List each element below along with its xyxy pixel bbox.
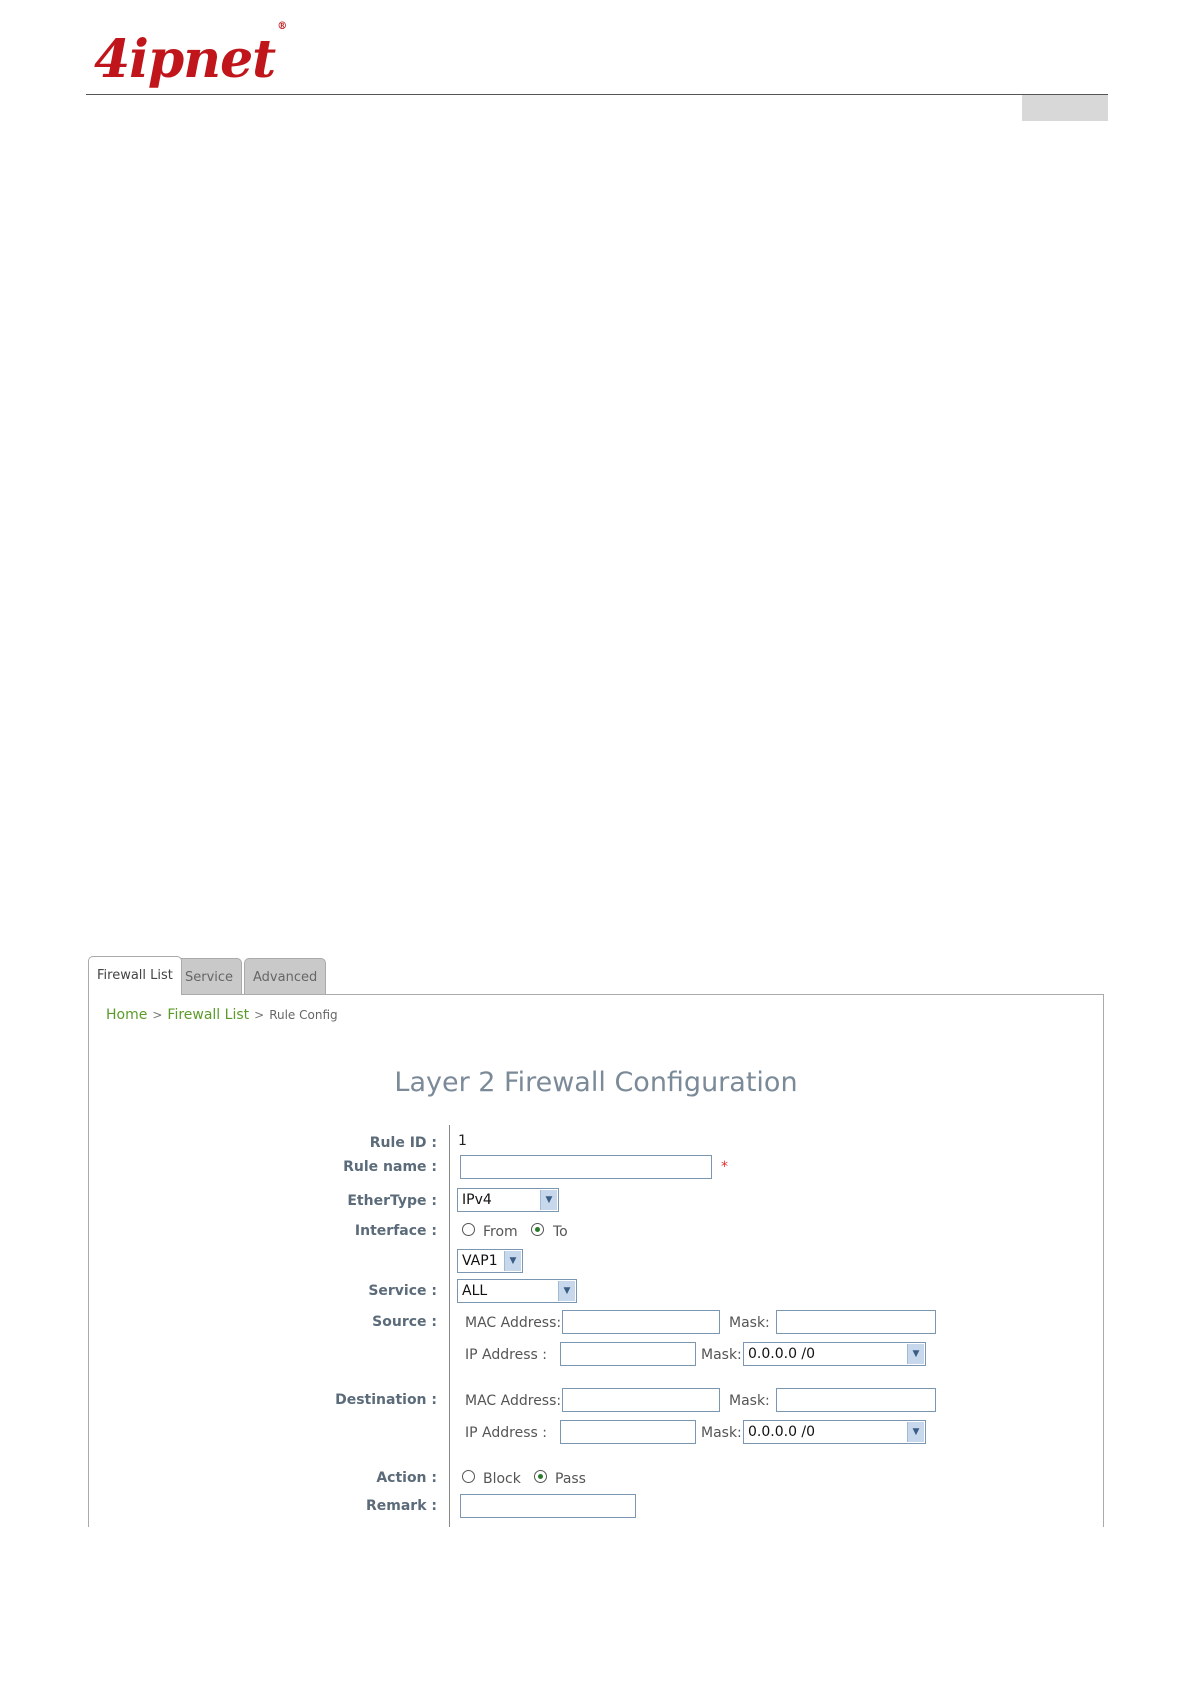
- rule-id-label: Rule ID :: [369, 1135, 437, 1151]
- logo: [94, 20, 287, 90]
- destination-mac-label: MAC Address:: [465, 1393, 562, 1409]
- source-mac-mask-label: Mask:: [729, 1315, 770, 1331]
- page-title: Layer 2 Firewall Configuration: [394, 1067, 798, 1098]
- tab-label: Service: [185, 970, 234, 985]
- rule-name-label: Rule name :: [343, 1159, 437, 1175]
- chevron-down-icon[interactable]: ▼: [504, 1251, 521, 1271]
- breadcrumb-firewall-list-link[interactable]: Firewall List: [167, 1007, 250, 1023]
- chevron-down-icon[interactable]: ▼: [558, 1281, 575, 1301]
- interface-to-label: To: [553, 1224, 568, 1240]
- vap-selected: VAP1: [462, 1253, 498, 1269]
- tab-label: Firewall List: [97, 968, 173, 983]
- source-mac-input[interactable]: [562, 1310, 720, 1334]
- chevron-down-icon[interactable]: ▼: [907, 1422, 924, 1442]
- header-tab-block: [1022, 95, 1108, 121]
- ethertype-selected: IPv4: [462, 1192, 492, 1208]
- source-ip-mask-selected: 0.0.0.0 /0: [748, 1346, 816, 1362]
- tab-advanced[interactable]: [244, 958, 326, 995]
- interface-to-radio[interactable]: [531, 1223, 544, 1236]
- source-ip-mask-label: Mask:: [701, 1347, 742, 1363]
- chevron-down-icon[interactable]: ▼: [907, 1344, 924, 1364]
- source-mac-label: MAC Address:: [465, 1315, 562, 1331]
- form-divider: [449, 1125, 450, 1527]
- interface-vap-select[interactable]: [457, 1249, 523, 1273]
- breadcrumb-home-link[interactable]: Home: [106, 1007, 148, 1023]
- destination-ip-mask-selected: 0.0.0.0 /0: [748, 1424, 816, 1440]
- source-mac-mask-input[interactable]: [776, 1310, 936, 1334]
- tab-firewall-list[interactable]: [88, 956, 182, 995]
- source-ip-input[interactable]: [560, 1342, 696, 1366]
- source-ip-label: IP Address :: [465, 1347, 547, 1363]
- destination-mac-mask-input[interactable]: [776, 1388, 936, 1412]
- interface-from-label: From: [483, 1224, 518, 1240]
- destination-ip-mask-label: Mask:: [701, 1425, 742, 1441]
- breadcrumb: [106, 1007, 338, 1023]
- config-panel: [88, 994, 1104, 1527]
- breadcrumb-separator: >: [254, 1008, 265, 1022]
- service-select[interactable]: [457, 1279, 577, 1303]
- service-selected: ALL: [462, 1283, 488, 1299]
- destination-ip-label: IP Address :: [465, 1425, 547, 1441]
- breadcrumb-current: Rule Config: [269, 1008, 338, 1022]
- firewall-config-screenshot: [88, 956, 1104, 1526]
- logo-text: 4ipnet: [94, 29, 276, 90]
- registered-mark: ®: [277, 20, 287, 32]
- interface-from-radio[interactable]: [462, 1223, 475, 1236]
- action-pass-label: Pass: [555, 1471, 586, 1487]
- action-block-radio[interactable]: [462, 1470, 475, 1483]
- action-pass-radio[interactable]: [534, 1470, 547, 1483]
- ethertype-select[interactable]: [457, 1188, 559, 1212]
- rule-id-value: 1: [458, 1133, 467, 1149]
- action-label: Action :: [376, 1470, 437, 1486]
- tab-service[interactable]: [176, 958, 242, 995]
- destination-mac-mask-label: Mask:: [729, 1393, 770, 1409]
- ethertype-label: EtherType :: [347, 1193, 437, 1209]
- required-mark: *: [721, 1159, 728, 1175]
- tab-bar: [88, 956, 508, 996]
- destination-ip-mask-select[interactable]: [743, 1420, 926, 1444]
- chevron-down-icon[interactable]: ▼: [540, 1190, 557, 1210]
- source-ip-mask-select[interactable]: [743, 1342, 926, 1366]
- breadcrumb-separator: >: [152, 1008, 163, 1022]
- remark-input[interactable]: [460, 1494, 636, 1518]
- source-label: Source :: [372, 1314, 437, 1330]
- rule-name-input[interactable]: [460, 1155, 712, 1179]
- destination-ip-input[interactable]: [560, 1420, 696, 1444]
- tab-label: Advanced: [253, 970, 318, 985]
- destination-label: Destination :: [335, 1392, 437, 1408]
- header-divider: [86, 94, 1108, 95]
- interface-label: Interface :: [354, 1223, 437, 1239]
- remark-label: Remark :: [366, 1498, 437, 1514]
- destination-mac-input[interactable]: [562, 1388, 720, 1412]
- service-label: Service :: [368, 1283, 437, 1299]
- action-block-label: Block: [483, 1471, 521, 1487]
